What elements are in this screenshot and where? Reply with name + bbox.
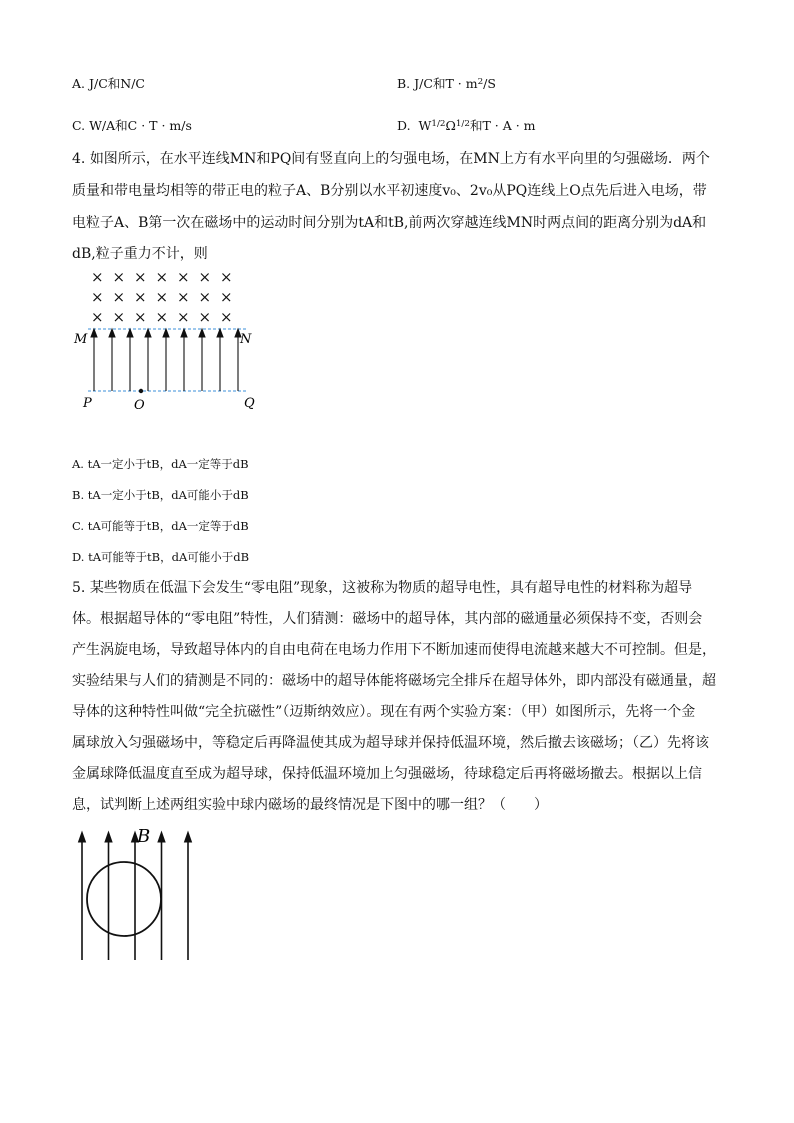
b-arrow-head [158,832,165,842]
q5-line-5: 导体的这种特性叫做“完全抗磁性”（迈斯纳效应）。现在有两个实验方案：（甲）如图所示，先将一个金 [72,704,696,720]
cross-mark: × [112,308,126,326]
q5-line-4: 实验结果与人们的猜测是不同的：磁场中的超导体能将磁场完全排斥在超导体外，即内部没有磁通量，超 [72,673,716,689]
q3-option-d[interactable]: D. $W^{1/2}\Omega^{1/2}$和T · A · m [397,118,536,133]
cross-mark: × [198,308,212,326]
q4-stem-line-3: 电粒子A、B第一次在磁场中的运动时间分别为tA和tB,前两次穿越连线MN时两点间的距离分别为dA和 [72,215,707,231]
arrow-head [109,329,115,337]
arrow-head [91,329,97,337]
cross-mark: × [220,308,233,326]
b-arrow-head [185,832,192,842]
q4-stem-line-1: 4. 如图所示，在水平连线MN和PQ间有竖直向上的匀强电场，在MN上方有水平向里的匀强磁场．两个 [72,151,710,167]
cross-mark: × [112,268,126,286]
label-b: B [137,826,151,847]
cross-mark: × [134,308,147,326]
q5-sphere-field-diagram [66,822,206,964]
arrow-head [127,329,133,337]
q3-option-c[interactable]: C. W/A和C · T · m/s [72,118,192,133]
cross-mark: × [112,288,126,306]
cross-mark: × [177,268,190,286]
cross-mark: × [155,288,169,306]
b-arrow-head [79,832,86,842]
point-o [139,389,143,393]
cross-mark: × [134,288,147,306]
arrow-head [163,329,169,337]
cross-mark: × [91,288,104,306]
q4-stem-line-4: dB,粒子重力不计，则 [72,246,208,262]
cross-mark: × [177,288,190,306]
q3-option-a[interactable]: A. J/C和N/C [72,76,145,91]
label-q: Q [244,396,255,411]
label-n: N [240,332,252,347]
magnetic-field-crosses [91,268,233,326]
q5-line-2: 体。根据超导体的“零电阻”特性，人们猜测：磁场中的超导体，其内部的磁通量必须保持不变，否则会 [72,611,703,627]
q4-option-c[interactable]: C. tA可能等于tB，dA一定等于dB [72,519,249,533]
cross-mark: × [198,288,212,306]
cross-mark: × [220,288,233,306]
q4-option-d[interactable]: D. tA可能等于tB，dA可能小于dB [72,550,250,564]
arrow-head [145,329,151,337]
label-p: P [83,396,92,411]
q5-line-8: 息，试判断上述两组实验中球内磁场的最终情况是下图中的哪一组？（ ） [72,797,548,813]
cross-mark: × [155,268,169,286]
electric-field-arrows [91,329,241,391]
q5-line-3: 产生涡旋电场，导致超导体内的自由电荷在电场力作用下不断加速而使得电流越来越大不可控制。但是， [72,642,716,658]
arrow-head [217,329,223,337]
cross-mark: × [177,308,190,326]
cross-mark: × [91,268,104,286]
q4-field-diagram [70,262,270,412]
q4-stem-line-2: 质量和带电量均相等的带正电的粒子A、B分别以水平初速度v₀、2v₀从PQ连线上O点先后进入电场，带 [72,183,707,199]
q5-line-1: 5. 某些物质在低温下会发生“零电阻”现象，这被称为物质的超导电性，具有超导电性的材料称为超导 [72,580,693,596]
label-o: O [134,398,145,412]
cross-mark: × [134,268,147,286]
q5-line-7: 金属球降低温度直至成为超导球，保持低温环境加上匀强磁场，待球稳定后再将磁场撤去。根据以上信 [72,766,702,782]
arrow-head [181,329,187,337]
b-arrow-head [105,832,112,842]
cross-mark: × [220,268,233,286]
cross-mark: × [198,268,212,286]
cross-mark: × [155,308,169,326]
q4-option-a[interactable]: A. tA一定小于tB，dA一定等于dB [72,457,249,471]
q3-option-b[interactable]: B. J/C和$T \cdot m^2/S$ [397,76,496,91]
q5-line-6: 属球放入匀强磁场中，等稳定后再降温使其成为超导球并保持低温环境，然后撤去该磁场；（乙）先将该 [72,735,709,751]
q4-option-b[interactable]: B. tA一定小于tB，dA可能小于dB [72,488,249,502]
b-field-lines [79,832,192,960]
cross-mark: × [91,308,104,326]
metal-sphere [87,862,161,936]
label-m: M [74,332,88,347]
arrow-head [199,329,205,337]
